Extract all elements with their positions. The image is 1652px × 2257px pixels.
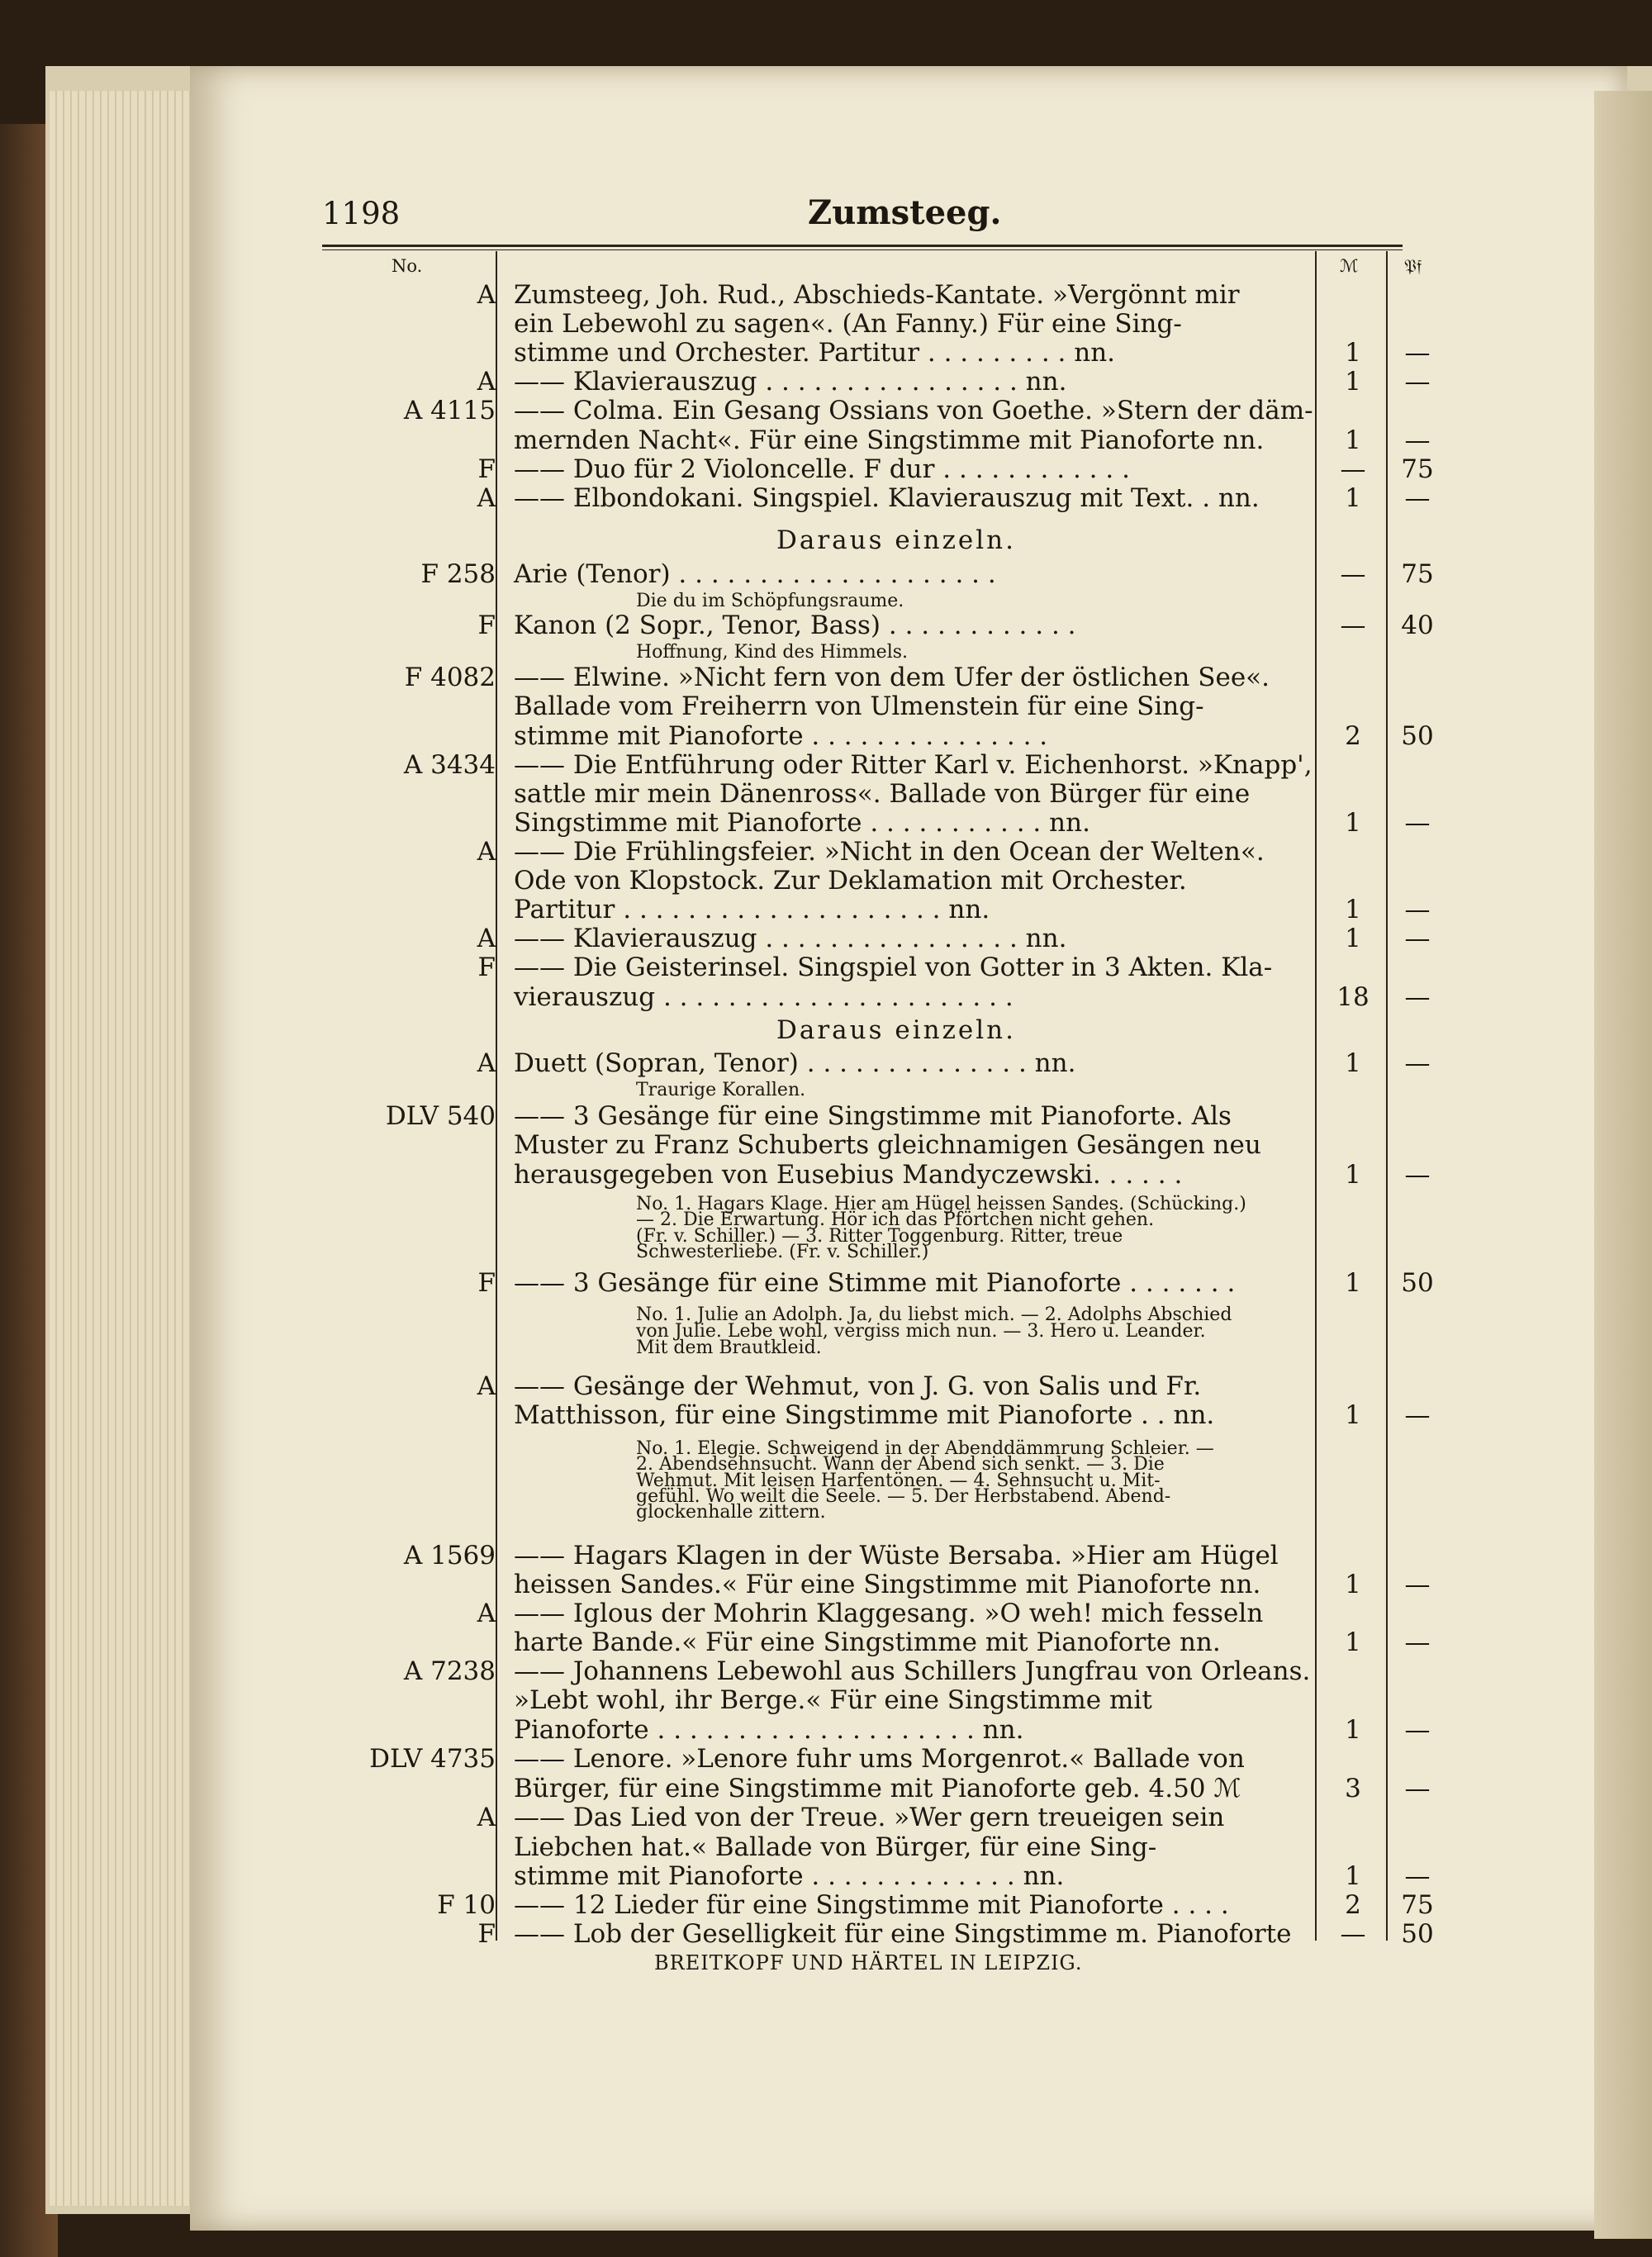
entry-subtext: von Julie. Lebe wohl, vergiss mich nun. — 3. Hero u. Leander.: [636, 1321, 1206, 1342]
entry-code: A: [477, 367, 496, 397]
entry-text: mernden Nacht«. Für eine Singstimme mit Pianoforte nn.: [514, 425, 1265, 455]
entry-mark: —: [1340, 559, 1366, 589]
entry-pf: —: [1404, 1570, 1431, 1599]
header-rule-bottom: [322, 249, 1403, 250]
entry-mark: 1: [1345, 1715, 1361, 1745]
entry-text: stimme und Orchester. Partitur . . . . . . . . . nn.: [514, 338, 1116, 368]
entry-pf: —: [1404, 1400, 1431, 1430]
entry-pf: —: [1404, 1774, 1431, 1803]
entry-text: —— Die Geisterinsel. Singspiel von Gotter in 3 Akten. Kla-: [514, 953, 1273, 982]
entry-subtext: gefühl. Wo weilt die Seele. — 5. Der Herbstabend. Abend-: [636, 1486, 1171, 1507]
entry-code: A 4115: [403, 396, 496, 425]
entry-subtext: Schwesterliebe. (Fr. v. Schiller.): [636, 1242, 929, 1262]
entry-text: vierauszug . . . . . . . . . . . . . . . . . . . . . .: [514, 982, 1014, 1012]
column-divider-pf: [1386, 251, 1388, 1941]
entry-text: Liebchen hat.« Ballade von Bürger, für eine Sing-: [514, 1832, 1157, 1862]
entry-text: —— 3 Gesänge für eine Singstimme mit Pianoforte. Als: [514, 1101, 1232, 1131]
entry-text: Ode von Klopstock. Zur Deklamation mit Orchester.: [514, 866, 1187, 896]
section-heading: Daraus einzeln.: [776, 1015, 1017, 1045]
entry-text: Zumsteeg, Joh. Rud., Abschieds-Kantate. »Vergönnt mir: [514, 280, 1240, 310]
entry-text: —— Die Entführung oder Ritter Karl v. Eichenhorst. »Knapp',: [514, 750, 1313, 780]
entry-text: —— Johannens Lebewohl aus Schillers Jungfrau von Orleans.: [514, 1656, 1311, 1686]
entry-code: A: [477, 1371, 496, 1401]
entry-subtext: Hoffnung, Kind des Himmels.: [636, 642, 909, 663]
entry-text: Pianoforte . . . . . . . . . . . . . . . . . . . . nn.: [514, 1715, 1024, 1745]
entry-pf: —: [1404, 982, 1431, 1012]
entry-text: Kanon (2 Sopr., Tenor, Bass) . . . . . . . . . . . .: [514, 611, 1076, 640]
entry-text: —— Klavierauszug . . . . . . . . . . . . . . . . nn.: [514, 367, 1067, 397]
entry-code: F: [477, 1268, 496, 1298]
entry-mark: 1: [1345, 924, 1361, 953]
entry-pf: 75: [1401, 559, 1434, 589]
entry-pf: —: [1404, 425, 1431, 455]
entry-text: —— Elbondokani. Singspiel. Klavierauszug mit Text. . nn.: [514, 483, 1260, 513]
entry-subtext: Traurige Korallen.: [636, 1080, 806, 1100]
entry-code: A: [477, 280, 496, 310]
entry-text: Partitur . . . . . . . . . . . . . . . . . . . . nn.: [514, 895, 990, 924]
entry-code: F: [477, 454, 496, 484]
entry-mark: 1: [1345, 895, 1361, 924]
entry-subtext: Mit dem Brautkleid.: [636, 1338, 822, 1358]
entry-mark: 1: [1345, 1627, 1361, 1657]
column-divider-mark: [1315, 251, 1317, 1941]
entry-text: —— Die Frühlingsfeier. »Nicht in den Ocean der Welten«.: [514, 837, 1265, 867]
entry-pf: 75: [1401, 1890, 1434, 1920]
entry-code: F 258: [420, 559, 496, 589]
entry-code: F: [477, 611, 496, 640]
column-head-mark: ℳ: [1340, 256, 1359, 276]
entry-text: Muster zu Franz Schuberts gleichnamigen Gesängen neu: [514, 1130, 1261, 1160]
entry-text: —— Lob der Geselligkeit für eine Singstimme m. Pianoforte: [514, 1919, 1292, 1949]
entry-pf: —: [1404, 1715, 1431, 1745]
entry-mark: 3: [1345, 1774, 1361, 1803]
entry-text: Ballade vom Freiherrn von Ulmenstein für eine Sing-: [514, 691, 1204, 721]
right-page-edge: [1594, 91, 1652, 2239]
entry-text: stimme mit Pianoforte . . . . . . . . . . . . . . .: [514, 721, 1048, 751]
entry-text: Arie (Tenor) . . . . . . . . . . . . . . . . . . . .: [514, 559, 996, 589]
entry-text: —— Colma. Ein Gesang Ossians von Goethe. »Stern der däm-: [514, 396, 1313, 425]
entry-pf: 75: [1401, 454, 1434, 484]
entry-mark: 1: [1345, 1048, 1361, 1078]
header-rule-top: [322, 245, 1403, 247]
entry-pf: 50: [1401, 721, 1434, 751]
entry-mark: 2: [1345, 721, 1361, 751]
entry-code: F: [477, 1919, 496, 1949]
entry-pf: —: [1404, 483, 1431, 513]
entry-mark: 2: [1345, 1890, 1361, 1920]
entry-code: DLV 4735: [369, 1744, 496, 1774]
entry-text: —— Duo für 2 Violoncelle. F dur . . . . . . . . . . . .: [514, 454, 1130, 484]
entry-code: A 1569: [403, 1541, 496, 1570]
entry-mark: 1: [1345, 808, 1361, 838]
entry-pf: —: [1404, 338, 1431, 368]
entry-text: —— Das Lied von der Treue. »Wer gern treueigen sein: [514, 1803, 1225, 1832]
entry-mark: 1: [1345, 1160, 1361, 1190]
entry-text: —— Gesänge der Wehmut, von J. G. von Salis und Fr.: [514, 1371, 1202, 1401]
page-number: 1198: [322, 196, 401, 231]
entry-text: Bürger, für eine Singstimme mit Pianoforte geb. 4.50 ℳ: [514, 1774, 1241, 1803]
entry-code: A 7238: [403, 1656, 496, 1686]
page-title: Zumsteeg.: [808, 193, 1002, 232]
entry-text: heissen Sandes.« Für eine Singstimme mit Pianoforte nn.: [514, 1570, 1261, 1599]
entry-subtext: No. 1. Hagars Klage. Hier am Hügel heissen Sandes. (Schücking.): [636, 1194, 1246, 1214]
entry-mark: 1: [1345, 1268, 1361, 1298]
section-heading: Daraus einzeln.: [776, 525, 1017, 555]
entry-code: A: [477, 837, 496, 867]
entry-mark: 1: [1345, 483, 1361, 513]
entry-subtext: — 2. Die Erwartung. Hör ich das Pförtchen nicht gehen.: [636, 1209, 1155, 1230]
entry-code: A: [477, 1048, 496, 1078]
entry-text: herausgegeben von Eusebius Mandyczewski. . . . . .: [514, 1160, 1183, 1190]
entry-mark: 1: [1345, 338, 1361, 368]
column-divider-code: [496, 251, 497, 1941]
entry-pf: 50: [1401, 1919, 1434, 1949]
entry-code: F 10: [437, 1890, 496, 1920]
entry-code: A: [477, 1599, 496, 1628]
entry-text: Singstimme mit Pianoforte . . . . . . . . . . . nn.: [514, 808, 1090, 838]
entry-code: A: [477, 1803, 496, 1832]
entry-subtext: No. 1. Elegie. Schweigend in der Abenddämmrung Schleier. —: [636, 1438, 1214, 1459]
entry-code: A 3434: [403, 750, 496, 780]
entry-code: F: [477, 953, 496, 982]
entry-subtext: (Fr. v. Schiller.) — 3. Ritter Toggenburg. Ritter, treue: [636, 1226, 1123, 1247]
entry-pf: —: [1404, 1160, 1431, 1190]
entry-mark: 1: [1345, 1400, 1361, 1430]
entry-text: —— 3 Gesänge für eine Stimme mit Pianoforte . . . . . . .: [514, 1268, 1236, 1298]
entry-text: harte Bande.« Für eine Singstimme mit Pianoforte nn.: [514, 1627, 1221, 1657]
entry-mark: —: [1340, 611, 1366, 640]
entry-text: —— Hagars Klagen in der Wüste Bersaba. »Hier am Hügel: [514, 1541, 1279, 1570]
entry-pf: —: [1404, 1861, 1431, 1891]
entry-subtext: 2. Abendsehnsucht. Wann der Abend sich senkt. — 3. Die: [636, 1454, 1165, 1475]
entry-code: A: [477, 483, 496, 513]
entry-text: sattle mir mein Dänenross«. Ballade von Bürger für eine: [514, 779, 1251, 809]
entry-pf: —: [1404, 808, 1431, 838]
entry-text: —— Elwine. »Nicht fern von dem Ufer der östlichen See«.: [514, 663, 1270, 692]
entry-mark: —: [1340, 1919, 1366, 1949]
entry-text: »Lebt wohl, ihr Berge.« Für eine Singstimme mit: [514, 1685, 1152, 1715]
entry-text: stimme mit Pianoforte . . . . . . . . . . . . . nn.: [514, 1861, 1065, 1891]
column-head-no: No.: [392, 256, 423, 276]
entry-text: Matthisson, für eine Singstimme mit Pianoforte . . nn.: [514, 1400, 1215, 1430]
entry-code: A: [477, 924, 496, 953]
entry-subtext: No. 1. Julie an Adolph. Ja, du liebst mich. — 2. Adolphs Abschied: [636, 1304, 1232, 1325]
entry-code: F 4082: [404, 663, 496, 692]
entry-pf: —: [1404, 1627, 1431, 1657]
entry-pf: 40: [1401, 611, 1434, 640]
entry-text: Duett (Sopran, Tenor) . . . . . . . . . . . . . . nn.: [514, 1048, 1076, 1078]
entry-subtext: Wehmut. Mit leisen Harfentönen. — 4. Sehnsucht u. Mit-: [636, 1471, 1161, 1491]
entry-pf: —: [1404, 367, 1431, 397]
entry-pf: —: [1404, 1048, 1431, 1078]
entry-mark: 1: [1345, 1861, 1361, 1891]
entry-text: ein Lebewohl zu sagen«. (An Fanny.) Für eine Sing-: [514, 309, 1182, 339]
entry-pf: —: [1404, 924, 1431, 953]
publisher-footer: BREITKOPF UND HÄRTEL IN LEIPZIG.: [654, 1951, 1083, 1974]
entry-subtext: glockenhalle zittern.: [636, 1502, 826, 1523]
entry-pf: —: [1404, 895, 1431, 924]
entry-subtext: Die du im Schöpfungsraume.: [636, 591, 904, 611]
entry-mark: 1: [1345, 425, 1361, 455]
entry-mark: 18: [1336, 982, 1370, 1012]
entry-mark: —: [1340, 454, 1366, 484]
entry-pf: 50: [1401, 1268, 1434, 1298]
entry-text: —— Iglous der Mohrin Klaggesang. »O weh! mich fesseln: [514, 1599, 1264, 1628]
entry-code: DLV 540: [385, 1101, 496, 1131]
entry-mark: 1: [1345, 1570, 1361, 1599]
entry-text: —— 12 Lieder für eine Singstimme mit Pianoforte . . . .: [514, 1890, 1229, 1920]
entry-text: —— Lenore. »Lenore fuhr ums Morgenrot.« Ballade von: [514, 1744, 1245, 1774]
column-head-pf: 𝔓𝔣: [1404, 256, 1422, 276]
entry-text: —— Klavierauszug . . . . . . . . . . . . . . . . nn.: [514, 924, 1067, 953]
entry-mark: 1: [1345, 367, 1361, 397]
